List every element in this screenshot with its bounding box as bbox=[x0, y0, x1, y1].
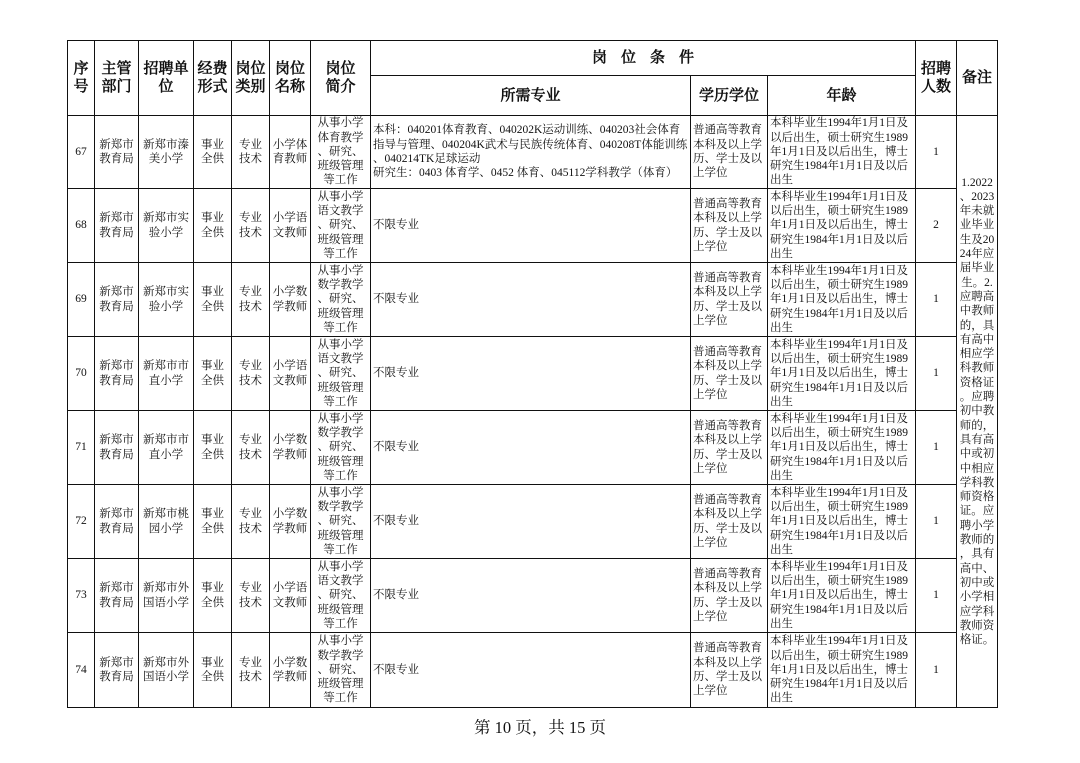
education-text: 普通高等教育本科及以上学历、学士及以上学位 bbox=[693, 124, 762, 180]
major-text: 不限专业 bbox=[373, 367, 419, 380]
header-count bbox=[916, 41, 957, 116]
cell-major bbox=[371, 263, 691, 337]
cell-age: 本科毕业生1994年1月1日及以后出生，硕士研究生1989年1月1日及以后出生，博士研究生1984年1月1日及以后出生 bbox=[768, 337, 916, 411]
funding-text: 事业全供 bbox=[201, 286, 224, 313]
cell-dept bbox=[95, 116, 139, 189]
header-remarks bbox=[957, 41, 998, 116]
table-row bbox=[68, 189, 998, 263]
cell-intro bbox=[311, 485, 371, 559]
unit-text: 新郑市市直小学 bbox=[143, 434, 189, 461]
funding-text: 事业全供 bbox=[201, 212, 224, 239]
cell-category bbox=[232, 189, 270, 263]
category-text: 专业技术 bbox=[239, 656, 262, 683]
cell-dept bbox=[95, 337, 139, 411]
cell-major bbox=[371, 485, 691, 559]
table-row bbox=[68, 411, 998, 485]
position-text: 小学语文教师 bbox=[272, 212, 308, 239]
cell-seq: 74 bbox=[68, 633, 95, 708]
cell-dept bbox=[95, 411, 139, 485]
dept-text: 新郑市教育局 bbox=[99, 138, 134, 165]
education-text: 普通高等教育本科及以上学历、学士及以上学位 bbox=[693, 345, 762, 401]
cell-count: 1 bbox=[916, 116, 957, 189]
unit-text: 新郑市市直小学 bbox=[143, 360, 189, 387]
unit-text: 新郑市外国语小学 bbox=[143, 582, 189, 609]
recruitment-table bbox=[67, 40, 998, 708]
cell-category bbox=[232, 116, 270, 189]
education-text: 普通高等教育本科及以上学历、学士及以上学位 bbox=[693, 493, 762, 549]
cell-category bbox=[232, 337, 270, 411]
major-text: 不限专业 bbox=[373, 219, 419, 232]
cell-intro bbox=[311, 559, 371, 633]
cell-count: 1 bbox=[916, 337, 957, 411]
cell-funding bbox=[194, 559, 232, 633]
cell-funding bbox=[194, 485, 232, 559]
header-funding-text: 经费形式 bbox=[197, 61, 228, 95]
intro-text: 从事小学数学教学、研究、班级管理等工作 bbox=[317, 412, 364, 482]
cell-count: 1 bbox=[916, 411, 957, 485]
header-unit-text: 招聘单位 bbox=[143, 61, 189, 95]
cell-unit bbox=[139, 116, 194, 189]
cell-education bbox=[691, 263, 768, 337]
category-text: 专业技术 bbox=[239, 582, 262, 609]
cell-intro bbox=[311, 337, 371, 411]
position-text: 小学语文教师 bbox=[272, 582, 308, 609]
unit-text: 新郑市实验小学 bbox=[143, 212, 189, 239]
dept-text: 新郑市教育局 bbox=[99, 286, 134, 313]
table-row bbox=[68, 337, 998, 411]
header-category-text: 岗位类别 bbox=[235, 61, 266, 95]
header-position-text: 岗位名称 bbox=[274, 61, 305, 95]
intro-text: 从事小学体育教学、研究、班级管理等工作 bbox=[317, 117, 364, 187]
cell-unit bbox=[139, 411, 194, 485]
position-text: 小学体育教师 bbox=[272, 138, 308, 165]
cell-dept bbox=[95, 189, 139, 263]
dept-text: 新郑市教育局 bbox=[99, 582, 134, 609]
header-conditions-text: 岗位条件 bbox=[591, 50, 708, 66]
cell-remarks bbox=[957, 116, 998, 708]
funding-text: 事业全供 bbox=[201, 360, 224, 387]
cell-major bbox=[371, 189, 691, 263]
cell-unit bbox=[139, 337, 194, 411]
cell-education bbox=[691, 485, 768, 559]
intro-text: 从事小学数学教学、研究、班级管理等工作 bbox=[317, 486, 364, 556]
cell-count: 1 bbox=[916, 633, 957, 708]
cell-funding bbox=[194, 411, 232, 485]
cell-intro bbox=[311, 263, 371, 337]
intro-text: 从事小学数学教学、研究、班级管理等工作 bbox=[317, 635, 364, 705]
category-text: 专业技术 bbox=[239, 508, 262, 535]
funding-text: 事业全供 bbox=[201, 508, 224, 535]
header-funding bbox=[194, 41, 232, 116]
header-dept bbox=[95, 41, 139, 116]
cell-intro bbox=[311, 411, 371, 485]
category-text: 专业技术 bbox=[239, 212, 262, 239]
header-row-1 bbox=[68, 41, 998, 76]
cell-seq: 68 bbox=[68, 189, 95, 263]
unit-text: 新郑市外国语小学 bbox=[143, 656, 189, 683]
cell-count: 1 bbox=[916, 559, 957, 633]
category-text: 专业技术 bbox=[239, 360, 262, 387]
cell-position bbox=[270, 485, 311, 559]
cell-seq: 73 bbox=[68, 559, 95, 633]
cell-age: 本科毕业生1994年1月1日及以后出生，硕士研究生1989年1月1日及以后出生，博士研究生1984年1月1日及以后出生 bbox=[768, 116, 916, 189]
cell-unit bbox=[139, 485, 194, 559]
cell-position bbox=[270, 189, 311, 263]
cell-category bbox=[232, 263, 270, 337]
table-row bbox=[68, 116, 998, 189]
header-seq-text: 序号 bbox=[73, 61, 89, 95]
major-text: 不限专业 bbox=[373, 515, 419, 528]
cell-category bbox=[232, 633, 270, 708]
cell-category bbox=[232, 559, 270, 633]
dept-text: 新郑市教育局 bbox=[99, 360, 134, 387]
header-position bbox=[270, 41, 311, 116]
cell-category bbox=[232, 411, 270, 485]
cell-funding bbox=[194, 263, 232, 337]
table-row bbox=[68, 559, 998, 633]
header-intro bbox=[311, 41, 371, 116]
header-education: 学历学位 bbox=[691, 76, 768, 116]
dept-text: 新郑市教育局 bbox=[99, 434, 134, 461]
education-text: 普通高等教育本科及以上学历、学士及以上学位 bbox=[693, 567, 762, 623]
header-category bbox=[232, 41, 270, 116]
intro-text: 从事小学语文教学、研究、班级管理等工作 bbox=[317, 338, 364, 408]
table-row bbox=[68, 263, 998, 337]
cell-position bbox=[270, 633, 311, 708]
major-text: 不限专业 bbox=[373, 293, 419, 306]
header-seq bbox=[68, 41, 95, 116]
unit-text: 新郑市桃园小学 bbox=[143, 508, 189, 535]
cell-major bbox=[371, 411, 691, 485]
remarks-text: 1.2022、2023年未就业毕业生及2024年应届毕业生。2.应聘高中教师的，具有高中相应学科教师资格证。应聘初中教师的，具有高中或初中相应学科教师资格证。应聘小学教师的，具有高中、初中或小学相应学科教师资格证。 bbox=[959, 176, 995, 647]
cell-dept bbox=[95, 559, 139, 633]
cell-major bbox=[371, 559, 691, 633]
position-text: 小学数学教师 bbox=[272, 508, 308, 535]
cell-education bbox=[691, 559, 768, 633]
cell-major bbox=[371, 633, 691, 708]
cell-funding bbox=[194, 116, 232, 189]
page-footer: 第 10 页，共 15 页 bbox=[474, 718, 606, 737]
header-unit bbox=[139, 41, 194, 116]
cell-education bbox=[691, 633, 768, 708]
education-text: 普通高等教育本科及以上学历、学士及以上学位 bbox=[693, 419, 762, 475]
unit-text: 新郑市实验小学 bbox=[143, 286, 189, 313]
position-text: 小学数学教师 bbox=[272, 434, 308, 461]
cell-seq: 71 bbox=[68, 411, 95, 485]
dept-text: 新郑市教育局 bbox=[99, 508, 134, 535]
cell-education bbox=[691, 411, 768, 485]
cell-education bbox=[691, 189, 768, 263]
header-intro-text: 岗位简介 bbox=[325, 61, 356, 95]
cell-education bbox=[691, 337, 768, 411]
header-age: 年龄 bbox=[768, 76, 916, 116]
cell-seq: 72 bbox=[68, 485, 95, 559]
cell-seq: 69 bbox=[68, 263, 95, 337]
intro-text: 从事小学语文教学、研究、班级管理等工作 bbox=[317, 560, 364, 630]
cell-dept bbox=[95, 633, 139, 708]
cell-age: 本科毕业生1994年1月1日及以后出生，硕士研究生1989年1月1日及以后出生，博士研究生1984年1月1日及以后出生 bbox=[768, 559, 916, 633]
header-conditions bbox=[371, 41, 916, 76]
cell-position bbox=[270, 116, 311, 189]
cell-position bbox=[270, 263, 311, 337]
funding-text: 事业全供 bbox=[201, 434, 224, 461]
cell-seq: 70 bbox=[68, 337, 95, 411]
cell-education bbox=[691, 116, 768, 189]
cell-count: 1 bbox=[916, 263, 957, 337]
unit-text: 新郑市溱美小学 bbox=[143, 138, 189, 165]
cell-funding bbox=[194, 337, 232, 411]
dept-text: 新郑市教育局 bbox=[99, 212, 134, 239]
dept-text: 新郑市教育局 bbox=[99, 656, 134, 683]
cell-position bbox=[270, 337, 311, 411]
cell-unit bbox=[139, 189, 194, 263]
header-major: 所需专业 bbox=[371, 76, 691, 116]
cell-major bbox=[371, 337, 691, 411]
intro-text: 从事小学语文教学、研究、班级管理等工作 bbox=[317, 190, 364, 260]
position-text: 小学数学教师 bbox=[272, 286, 308, 313]
education-text: 普通高等教育本科及以上学历、学士及以上学位 bbox=[693, 642, 762, 698]
funding-text: 事业全供 bbox=[201, 582, 224, 609]
cell-age: 本科毕业生1994年1月1日及以后出生，硕士研究生1989年1月1日及以后出生，博士研究生1984年1月1日及以后出生 bbox=[768, 189, 916, 263]
cell-age: 本科毕业生1994年1月1日及以后出生，硕士研究生1989年1月1日及以后出生，博士研究生1984年1月1日及以后出生 bbox=[768, 485, 916, 559]
education-text: 普通高等教育本科及以上学历、学士及以上学位 bbox=[693, 197, 762, 253]
cell-intro bbox=[311, 116, 371, 189]
funding-text: 事业全供 bbox=[201, 656, 224, 683]
cell-unit bbox=[139, 633, 194, 708]
category-text: 专业技术 bbox=[239, 434, 262, 461]
education-text: 普通高等教育本科及以上学历、学士及以上学位 bbox=[693, 271, 762, 327]
cell-category bbox=[232, 485, 270, 559]
cell-age: 本科毕业生1994年1月1日及以后出生，硕士研究生1989年1月1日及以后出生，博士研究生1984年1月1日及以后出生 bbox=[768, 411, 916, 485]
major-undergrad-text: 本科：040201体育教育、040202K运动训练、040203社会体育指导与管理、040204K武术与民族传统体育、040208T体能训练、040214TK足球运动 bbox=[373, 124, 688, 165]
cell-count: 2 bbox=[916, 189, 957, 263]
cell-dept bbox=[95, 263, 139, 337]
cell-intro bbox=[311, 633, 371, 708]
header-dept-text: 主管部门 bbox=[101, 61, 132, 95]
cell-funding bbox=[194, 633, 232, 708]
cell-count: 1 bbox=[916, 485, 957, 559]
cell-position bbox=[270, 411, 311, 485]
position-text: 小学数学教师 bbox=[272, 656, 308, 683]
position-text: 小学语文教师 bbox=[272, 360, 308, 387]
cell-unit bbox=[139, 263, 194, 337]
category-text: 专业技术 bbox=[239, 138, 262, 165]
funding-text: 事业全供 bbox=[201, 138, 224, 165]
cell-dept bbox=[95, 485, 139, 559]
cell-intro bbox=[311, 189, 371, 263]
intro-text: 从事小学数学教学、研究、班级管理等工作 bbox=[317, 264, 364, 334]
major-text: 不限专业 bbox=[373, 589, 419, 602]
cell-position bbox=[270, 559, 311, 633]
cell-unit bbox=[139, 559, 194, 633]
header-count-text: 招聘人数 bbox=[920, 61, 951, 95]
major-text: 不限专业 bbox=[373, 663, 419, 676]
header-remarks-text: 备注 bbox=[961, 70, 992, 87]
category-text: 专业技术 bbox=[239, 286, 262, 313]
cell-seq: 67 bbox=[68, 116, 95, 189]
cell-funding bbox=[194, 189, 232, 263]
cell-major bbox=[371, 116, 691, 189]
cell-age: 本科毕业生1994年1月1日及以后出生，硕士研究生1989年1月1日及以后出生，博士研究生1984年1月1日及以后出生 bbox=[768, 633, 916, 708]
table-row bbox=[68, 633, 998, 708]
cell-age: 本科毕业生1994年1月1日及以后出生，硕士研究生1989年1月1日及以后出生，博士研究生1984年1月1日及以后出生 bbox=[768, 263, 916, 337]
major-text: 不限专业 bbox=[373, 441, 419, 454]
major-grad-text: 研究生：0403 体育学、0452 体育、045112学科教学（体育） bbox=[373, 167, 678, 180]
table-row bbox=[68, 485, 998, 559]
